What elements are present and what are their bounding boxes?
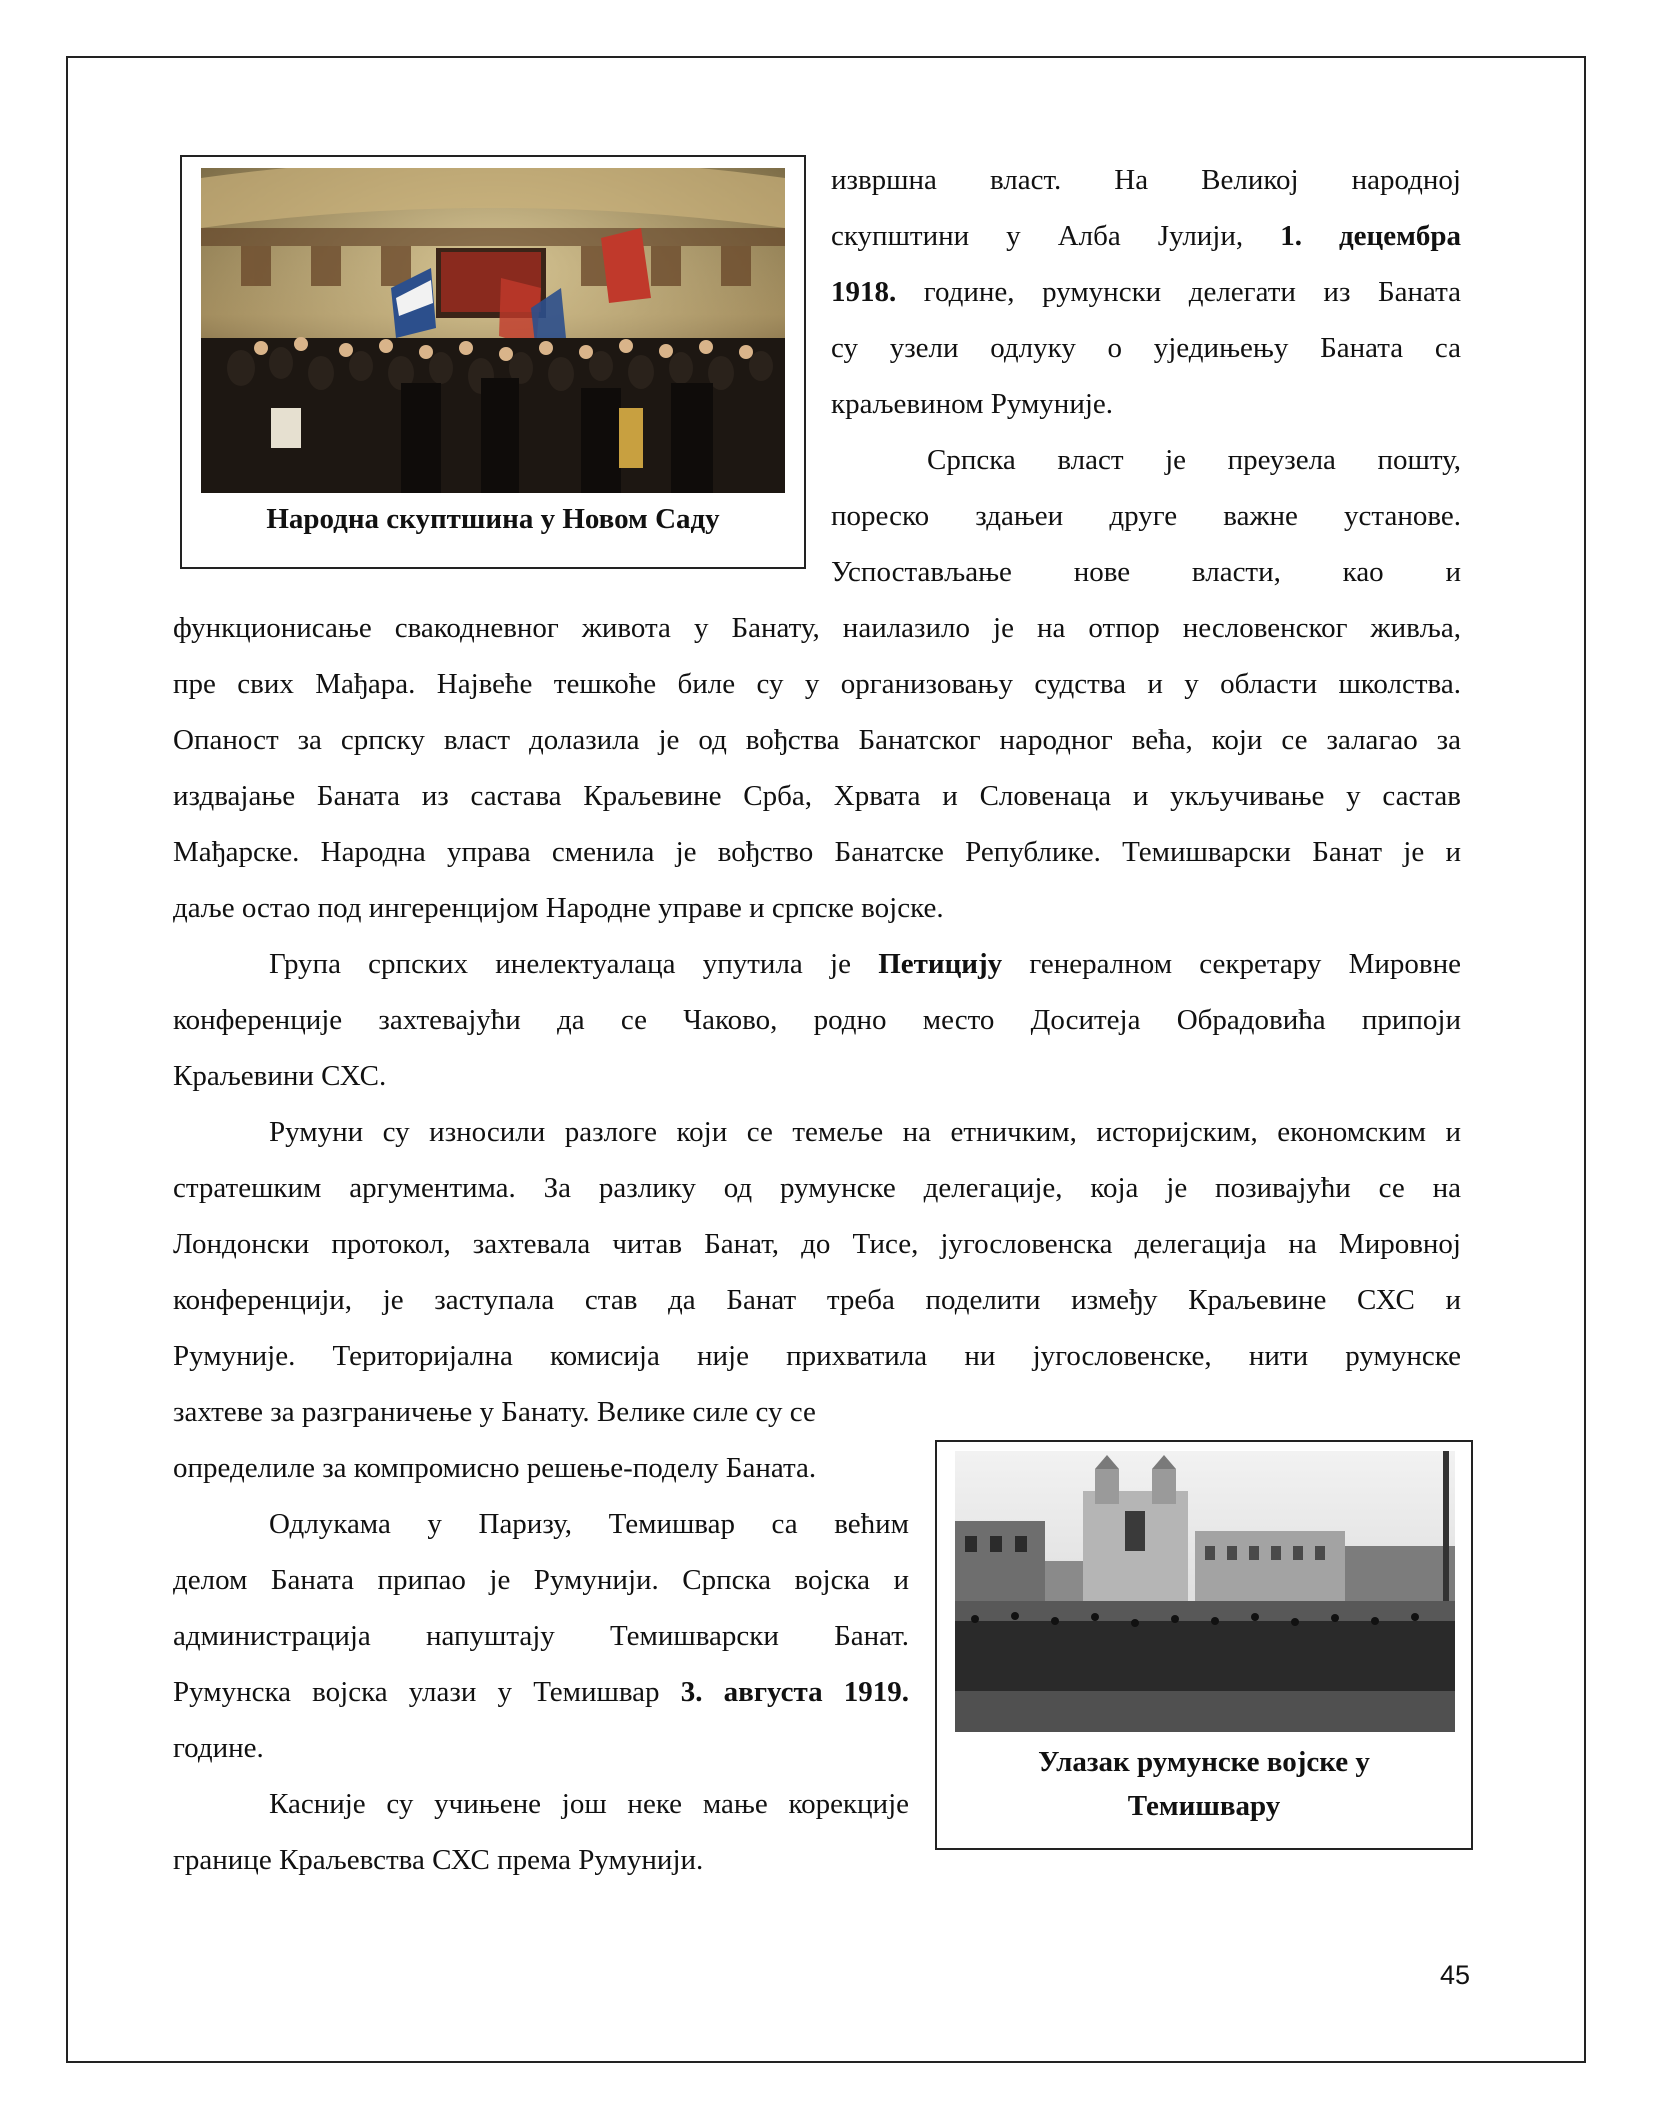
main-text (173, 600, 1461, 1384)
text-line: издвајање Баната из састава Краљевине Срба, Хрвата и Словенаца и укључивање у састав (173, 780, 1461, 812)
text-line: Румуни су износили разлоге који се темеље на етничким, историјским, економским и (269, 1116, 1461, 1148)
text-line: Опаност за српску власт долазила је од вођства Банатског народног већа, који се залагао за (173, 724, 1461, 756)
bottom-left-text (173, 1384, 909, 1888)
text-line: определиле за компромисно решење-поделу Баната. (173, 1452, 817, 1484)
assembly-painting-image (201, 168, 785, 493)
text-line: Група српских инелектуалаца упутила је Петицију генералном секретару Мировне (269, 948, 1462, 980)
text-line: стратешким аргументима. За разлику од румунске делегације, која је позивајући се на (173, 1172, 1461, 1204)
text-line: захтеве за разграничење у Банату. Велике силе су се (173, 1396, 816, 1428)
text-line: скупштини у Алба Јулији, 1. децембра (831, 220, 1461, 252)
text-line: функционисање свакодневног живота у Банату, наилазило је на отпор несловенског живља, (173, 612, 1461, 644)
text-line: Румунска војска улази у Темишвар 3. августа 1919. (173, 1676, 909, 1708)
page-number: 45 (1439, 1960, 1470, 1990)
text-line: пореско здањеи друге важне установе. (831, 500, 1461, 532)
text-line: 1918. године, румунски делегати из Баната (831, 276, 1462, 308)
text-line: конференцији, је заступала став да Банат треба поделити између Краљевине СХС и (173, 1284, 1461, 1316)
text-line: Успостављање нове власти, као и (831, 556, 1461, 588)
text-line: Лондонски протокол, захтевала читав Банат, до Тисе, југословенска делегација на Мировној (173, 1228, 1461, 1260)
text-line: године. (173, 1732, 264, 1764)
figure-entry (935, 1440, 1473, 1850)
top-right-text (831, 152, 1461, 600)
text-line: делом Баната припао је Румунији. Српска војска и (173, 1564, 909, 1596)
text-line: Српска власт је преузела пошту, (927, 444, 1461, 476)
text-line: Мађарске. Народна управа сменила је вођство Банатске Републике. Темишварски Банат је и (173, 836, 1461, 868)
caption-line: Улазак румунске војске у (1038, 1746, 1370, 1778)
text-line: конференције захтевајући да се Чаково, родно место Доситеја Обрадовића припоји (173, 1004, 1461, 1036)
caption-line: Темишвару (1127, 1790, 1281, 1822)
text-line: Касније су учињене још неке мање корекције (269, 1788, 909, 1820)
figure-assembly (180, 155, 806, 569)
text-line: пре свих Мађара. Највеће тешкоће биле су у организовању судства и у области школства. (173, 668, 1461, 700)
text-line: Краљевини СХС. (173, 1060, 387, 1092)
text-line: Одлукама у Паризу, Темишвар са већим (269, 1508, 909, 1540)
figure-entry-caption (937, 1740, 1471, 1828)
text-line: Румуније. Територијална комисија није прихватила ни југословенске, нити румунске (173, 1340, 1461, 1372)
text-line: краљевином Румуније. (831, 388, 1114, 420)
text-line: извршна власт. На Великој народној (831, 164, 1461, 196)
figure-assembly-caption: Народна скуптшина у Новом Саду (266, 503, 720, 535)
army-entry-photo (955, 1451, 1455, 1732)
text-line: су узели одлуку о уједињењу Баната са (831, 332, 1461, 364)
text-line: границе Краљевства СХС према Румунији. (173, 1844, 704, 1876)
text-line: администрација напуштају Темишварски Банат. (173, 1620, 909, 1652)
text-line: даље остао под ингеренцијом Народне управе и српске војске. (173, 892, 944, 924)
